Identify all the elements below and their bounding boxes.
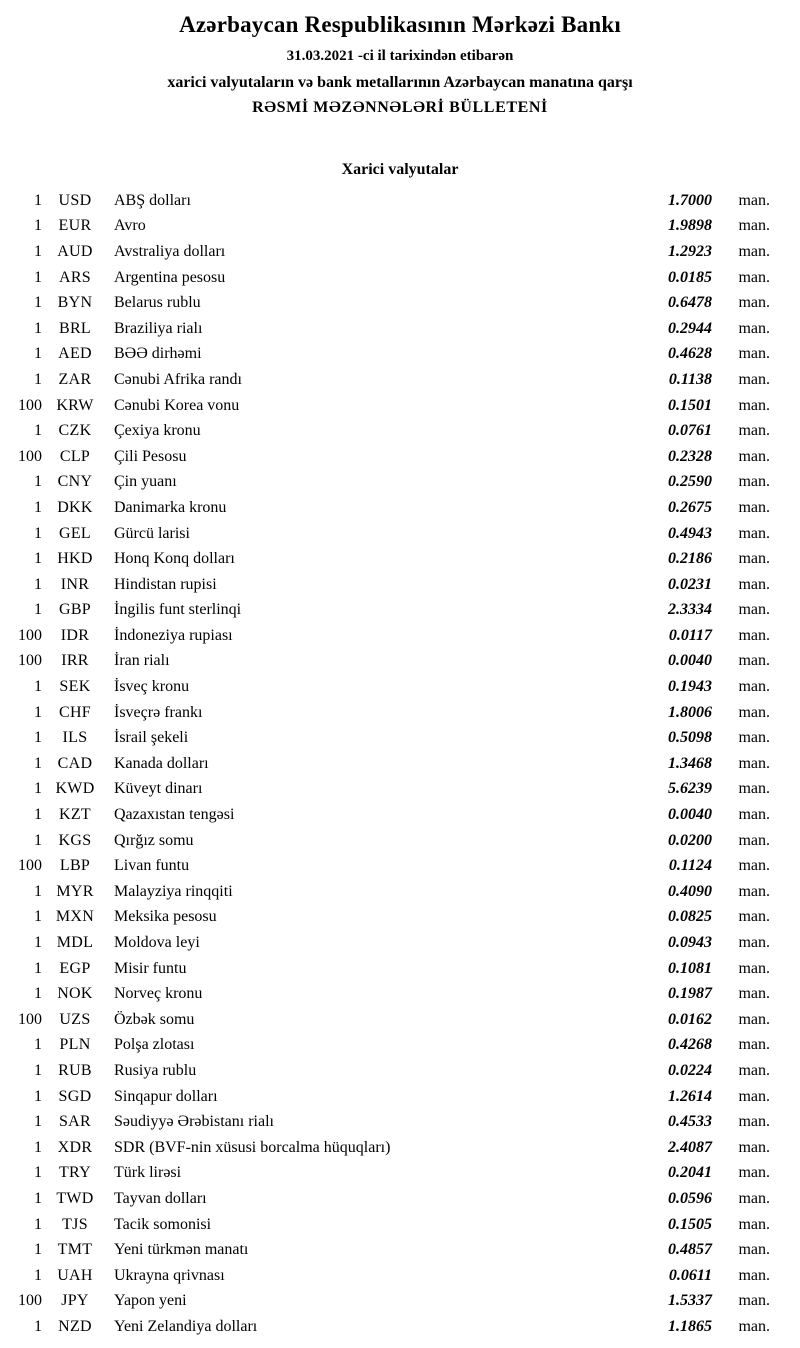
row-rate-value: 1.7000 [668, 191, 712, 209]
row-rate-value: 0.1943 [668, 678, 712, 696]
table-row [8, 239, 770, 265]
row-currency-code: ARS [58, 268, 92, 286]
table-row [8, 393, 770, 419]
row-rate-value: 0.4628 [668, 345, 712, 363]
row-currency-code: NZD [58, 1317, 92, 1335]
row-rate-value: 0.2675 [668, 498, 712, 516]
table-row [8, 828, 770, 854]
row-rate-value: 0.0761 [668, 422, 712, 440]
row-currency-code: BYN [57, 294, 93, 312]
row-currency-code: CNY [57, 473, 93, 491]
row-unit-label: man. [738, 1113, 770, 1131]
row-rate-value: 0.2944 [668, 319, 712, 337]
row-quantity: 1 [34, 370, 42, 388]
row-unit-label: man. [738, 1241, 770, 1259]
row-currency-code: ZAR [58, 370, 92, 388]
row-rate-value: 0.4090 [668, 882, 712, 900]
row-unit-label: man. [738, 191, 770, 209]
row-currency-name: Belarus rublu [114, 294, 201, 312]
row-quantity: 1 [34, 1164, 42, 1182]
row-currency-name: Kanada dolları [114, 754, 209, 772]
row-rate-value: 5.6239 [668, 780, 712, 798]
row-currency-code: LBP [59, 857, 91, 875]
row-currency-name: Səudiyyə Ərəbistanı rialı [114, 1113, 274, 1131]
row-rate-value: 0.2590 [668, 473, 712, 491]
row-currency-code: EUR [58, 217, 92, 235]
row-currency-code: PLN [59, 1036, 91, 1054]
row-rate-value: 0.1501 [668, 396, 712, 414]
row-rate-value: 0.2041 [668, 1164, 712, 1182]
table-row [8, 495, 770, 521]
table-row [8, 905, 770, 931]
row-currency-name: Norveç kronu [114, 985, 203, 1003]
row-unit-label: man. [738, 1036, 770, 1054]
row-currency-name: Meksika pesosu [114, 908, 217, 926]
row-unit-label: man. [738, 524, 770, 542]
row-currency-name: Tacik somonisi [114, 1215, 212, 1233]
row-quantity: 1 [34, 524, 42, 542]
row-quantity: 1 [34, 1087, 42, 1105]
row-rate-value: 0.0943 [668, 934, 712, 952]
row-quantity: 100 [18, 857, 42, 875]
row-unit-label: man. [738, 217, 770, 235]
row-currency-code: KWD [55, 780, 95, 798]
row-unit-label: man. [738, 754, 770, 772]
row-quantity: 1 [34, 1317, 42, 1335]
row-unit-label: man. [738, 1164, 770, 1182]
row-currency-name: İndoneziya rupiası [114, 626, 233, 644]
row-quantity: 1 [34, 422, 42, 440]
row-quantity: 100 [18, 1292, 42, 1310]
row-currency-name: Yapon yeni [114, 1292, 187, 1310]
scope-line: xarici valyutaların və bank metallarının Azərbaycan manatına qarşı [167, 74, 633, 91]
table-row [8, 623, 770, 649]
table-row [8, 981, 770, 1007]
row-currency-name: Braziliya rialı [114, 319, 203, 337]
table-row [8, 700, 770, 726]
row-unit-label: man. [738, 498, 770, 516]
row-quantity: 1 [34, 806, 42, 824]
row-quantity: 1 [34, 1189, 42, 1207]
row-rate-value: 0.1081 [668, 959, 712, 977]
row-quantity: 1 [34, 959, 42, 977]
row-rate-value: 0.4268 [668, 1036, 712, 1054]
row-currency-name: Moldova leyi [114, 934, 200, 952]
row-currency-name: İsrail şekeli [114, 729, 189, 747]
row-currency-code: CHF [58, 703, 92, 721]
table-row [8, 598, 770, 624]
row-quantity: 1 [34, 345, 42, 363]
row-currency-code: BRL [58, 319, 92, 337]
row-currency-code: AUD [57, 242, 93, 260]
row-currency-code: UZS [59, 1010, 91, 1028]
row-quantity: 1 [34, 678, 42, 696]
row-currency-name: Polşa zlotası [114, 1036, 195, 1054]
row-currency-name: İsveçrə frankı [114, 703, 203, 721]
row-unit-label: man. [738, 1189, 770, 1207]
row-rate-value: 0.1124 [668, 857, 712, 875]
row-currency-name: Cənubi Afrika randı [114, 370, 242, 388]
row-currency-name: Danimarka kronu [114, 498, 227, 516]
row-rate-value: 2.4087 [668, 1138, 712, 1156]
row-currency-code: USD [58, 191, 92, 209]
table-row [8, 470, 770, 496]
row-rate-value: 0.4533 [668, 1113, 712, 1131]
row-currency-name: İran rialı [114, 652, 170, 670]
row-quantity: 100 [18, 1010, 42, 1028]
row-currency-code: MYR [56, 882, 94, 900]
row-currency-name: Livan funtu [114, 857, 190, 875]
row-rate-value: 0.1138 [668, 370, 712, 388]
row-rate-value: 0.1987 [668, 985, 712, 1003]
row-currency-code: SGD [58, 1087, 92, 1105]
table-row [8, 930, 770, 956]
row-rate-value: 0.0040 [668, 806, 712, 824]
row-quantity: 1 [34, 1113, 42, 1131]
row-unit-label: man. [738, 1087, 770, 1105]
row-quantity: 100 [18, 626, 42, 644]
row-currency-name: Türk lirəsi [114, 1164, 182, 1182]
row-unit-label: man. [738, 1317, 770, 1335]
row-rate-value: 0.0117 [668, 626, 712, 644]
row-currency-code: JPY [61, 1292, 89, 1310]
row-currency-code: SEK [59, 678, 91, 696]
row-rate-value: 0.2328 [668, 447, 712, 465]
row-currency-name: Yeni türkmən manatı [114, 1241, 249, 1259]
row-unit-label: man. [738, 985, 770, 1003]
row-rate-value: 0.0185 [668, 268, 712, 286]
table-row [8, 649, 770, 675]
table-row [8, 1314, 770, 1340]
table-row [8, 1109, 770, 1135]
table-row [8, 265, 770, 291]
row-unit-label: man. [738, 242, 770, 260]
row-quantity: 1 [34, 703, 42, 721]
row-quantity: 1 [34, 1241, 42, 1259]
table-row [8, 1263, 770, 1289]
table-row [8, 1135, 770, 1161]
row-rate-value: 1.8006 [668, 703, 712, 721]
row-currency-code: KZT [58, 806, 91, 824]
table-row [8, 572, 770, 598]
row-currency-code: TRY [58, 1164, 92, 1182]
row-currency-name: Rusiya rublu [114, 1061, 197, 1079]
table-row [8, 777, 770, 803]
row-unit-label: man. [738, 294, 770, 312]
section-title-foreign-currencies: Xarici valyutalar [341, 161, 459, 178]
row-currency-name: SDR (BVF-nin xüsusi borcalma hüquqları) [114, 1138, 391, 1156]
row-unit-label: man. [738, 1010, 770, 1028]
row-currency-code: GEL [58, 524, 91, 542]
row-currency-name: Argentina pesosu [114, 268, 226, 286]
row-quantity: 100 [18, 652, 42, 670]
row-unit-label: man. [738, 319, 770, 337]
table-row [8, 1058, 770, 1084]
row-unit-label: man. [738, 908, 770, 926]
row-unit-label: man. [738, 550, 770, 568]
row-currency-code: INR [60, 575, 90, 593]
row-quantity: 1 [34, 882, 42, 900]
table-row [8, 853, 770, 879]
row-quantity: 100 [18, 396, 42, 414]
row-quantity: 1 [34, 1215, 42, 1233]
row-quantity: 1 [34, 217, 42, 235]
row-unit-label: man. [738, 934, 770, 952]
row-currency-code: KGS [58, 831, 92, 849]
row-unit-label: man. [738, 422, 770, 440]
row-unit-label: man. [738, 1292, 770, 1310]
row-quantity: 1 [34, 1266, 42, 1284]
table-row [8, 188, 770, 214]
row-currency-name: BƏƏ dirhəmi [114, 345, 202, 363]
row-quantity: 1 [34, 575, 42, 593]
row-rate-value: 0.0200 [668, 831, 712, 849]
row-quantity: 1 [34, 1061, 42, 1079]
row-currency-name: Honq Konq dolları [114, 550, 235, 568]
table-row [8, 546, 770, 572]
row-currency-code: TJS [62, 1215, 88, 1233]
bulletin-header [0, 12, 800, 117]
row-rate-value: 2.3334 [668, 601, 712, 619]
rates-table-body [0, 188, 800, 1340]
row-unit-label: man. [738, 447, 770, 465]
row-unit-label: man. [738, 806, 770, 824]
table-row [8, 367, 770, 393]
row-currency-name: Cənubi Korea vonu [114, 396, 240, 414]
row-rate-value: 1.5337 [668, 1292, 712, 1310]
table-row [8, 1084, 770, 1110]
table-row [8, 444, 770, 470]
row-unit-label: man. [738, 882, 770, 900]
row-currency-name: Çexiya kronu [114, 422, 201, 440]
row-currency-name: İsveç kronu [114, 678, 190, 696]
row-currency-code: EGP [59, 959, 91, 977]
row-rate-value: 1.3468 [668, 754, 712, 772]
row-currency-code: CLP [59, 447, 91, 465]
row-currency-name: Avstraliya dolları [114, 242, 226, 260]
table-row [8, 1237, 770, 1263]
row-unit-label: man. [738, 370, 770, 388]
row-unit-label: man. [738, 729, 770, 747]
row-rate-value: 0.0611 [668, 1266, 712, 1284]
row-currency-name: İngilis funt sterlinqi [114, 601, 242, 619]
table-row [8, 879, 770, 905]
row-quantity: 1 [34, 908, 42, 926]
table-row [8, 802, 770, 828]
row-currency-code: GBP [58, 601, 92, 619]
row-unit-label: man. [738, 780, 770, 798]
row-quantity: 1 [34, 191, 42, 209]
row-currency-name: Yeni Zelandiya dolları [114, 1317, 258, 1335]
row-currency-code: RUB [58, 1061, 92, 1079]
row-currency-name: Özbək somu [114, 1010, 195, 1028]
row-rate-value: 0.4857 [668, 1241, 712, 1259]
row-quantity: 1 [34, 601, 42, 619]
row-currency-name: Qazaxıstan tengəsi [114, 806, 235, 824]
row-quantity: 1 [34, 550, 42, 568]
row-rate-value: 0.0040 [668, 652, 712, 670]
row-currency-name: Hindistan rupisi [114, 575, 217, 593]
table-row [8, 316, 770, 342]
row-unit-label: man. [738, 396, 770, 414]
row-quantity: 1 [34, 1036, 42, 1054]
row-unit-label: man. [738, 473, 770, 491]
row-unit-label: man. [738, 678, 770, 696]
row-quantity: 1 [34, 729, 42, 747]
table-row [8, 674, 770, 700]
row-unit-label: man. [738, 959, 770, 977]
row-currency-code: SAR [58, 1113, 92, 1131]
row-currency-name: ABŞ dolları [114, 191, 191, 209]
row-quantity: 1 [34, 319, 42, 337]
row-unit-label: man. [738, 1061, 770, 1079]
row-quantity: 100 [18, 447, 42, 465]
table-row [8, 1161, 770, 1187]
row-rate-value: 1.2614 [668, 1087, 712, 1105]
table-row [8, 956, 770, 982]
row-currency-name: Çin yuanı [114, 473, 177, 491]
row-rate-value: 0.1505 [668, 1215, 712, 1233]
bulletin-title-line: RƏSMİ MƏZƏNNƏLƏRİ BÜLLETENİ [252, 99, 548, 116]
row-quantity: 1 [34, 831, 42, 849]
row-rate-value: 0.5098 [668, 729, 712, 747]
row-unit-label: man. [738, 345, 770, 363]
row-rate-value: 0.0162 [668, 1010, 712, 1028]
row-unit-label: man. [738, 1215, 770, 1233]
row-currency-name: Çili Pesosu [114, 447, 187, 465]
row-currency-code: MXN [55, 908, 95, 926]
row-currency-name: Ukrayna qrivnası [114, 1266, 225, 1284]
row-currency-code: IRR [61, 652, 89, 670]
row-rate-value: 1.2923 [668, 242, 712, 260]
row-quantity: 1 [34, 242, 42, 260]
row-currency-name: Gürcü larisi [114, 524, 190, 542]
row-rate-value: 0.4943 [668, 524, 712, 542]
row-currency-name: Küveyt dinarı [114, 780, 203, 798]
row-rate-value: 0.0231 [668, 575, 712, 593]
row-unit-label: man. [738, 268, 770, 286]
page-title: Azərbaycan Respublikasının Mərkəzi Bankı [179, 12, 621, 37]
row-unit-label: man. [738, 1266, 770, 1284]
effective-date-line: 31.03.2021 -ci il tarixindən etibarən [286, 48, 514, 64]
row-unit-label: man. [738, 703, 770, 721]
row-unit-label: man. [738, 857, 770, 875]
table-row [8, 418, 770, 444]
row-currency-name: Malayziya rinqqiti [114, 882, 233, 900]
row-currency-code: HKD [57, 550, 93, 568]
table-row [8, 725, 770, 751]
row-unit-label: man. [738, 575, 770, 593]
row-currency-code: KRW [56, 396, 94, 414]
row-currency-code: UAH [57, 1266, 93, 1284]
row-rate-value: 0.0224 [668, 1061, 712, 1079]
row-rate-value: 0.6478 [668, 294, 712, 312]
row-currency-name: Misir funtu [114, 959, 187, 977]
row-currency-code: NOK [57, 985, 93, 1003]
row-quantity: 1 [34, 294, 42, 312]
row-quantity: 1 [34, 268, 42, 286]
row-rate-value: 1.1865 [668, 1317, 712, 1335]
row-currency-code: AED [58, 345, 92, 363]
row-currency-name: Avro [114, 217, 146, 235]
row-quantity: 1 [34, 780, 42, 798]
row-currency-code: DKK [57, 498, 93, 516]
table-row [8, 1289, 770, 1315]
row-rate-value: 0.2186 [668, 550, 712, 568]
table-row [8, 290, 770, 316]
row-quantity: 1 [34, 1138, 42, 1156]
row-currency-name: Sinqapur dolları [114, 1087, 218, 1105]
row-currency-code: CAD [57, 754, 93, 772]
table-row [8, 751, 770, 777]
row-currency-code: IDR [60, 626, 90, 644]
table-row [8, 1033, 770, 1059]
row-currency-code: ILS [62, 729, 88, 747]
row-unit-label: man. [738, 652, 770, 670]
row-rate-value: 0.0596 [668, 1189, 712, 1207]
row-currency-name: Tayvan dolları [114, 1189, 207, 1207]
table-row [8, 342, 770, 368]
row-currency-code: MDL [56, 934, 94, 952]
row-rate-value: 1.9898 [668, 217, 712, 235]
table-row [8, 1007, 770, 1033]
row-quantity: 1 [34, 498, 42, 516]
row-currency-code: XDR [57, 1138, 93, 1156]
row-quantity: 1 [34, 754, 42, 772]
table-row [8, 521, 770, 547]
row-unit-label: man. [738, 626, 770, 644]
row-currency-code: TWD [56, 1189, 94, 1207]
row-currency-name: Qırğız somu [114, 831, 194, 849]
row-unit-label: man. [738, 1138, 770, 1156]
row-rate-value: 0.0825 [668, 908, 712, 926]
row-quantity: 1 [34, 985, 42, 1003]
row-unit-label: man. [738, 831, 770, 849]
table-row [8, 1186, 770, 1212]
table-row [8, 214, 770, 240]
row-currency-code: CZK [58, 422, 92, 440]
table-row [8, 1212, 770, 1238]
row-currency-code: TMT [57, 1241, 93, 1259]
row-quantity: 1 [34, 473, 42, 491]
row-unit-label: man. [738, 601, 770, 619]
row-quantity: 1 [34, 934, 42, 952]
